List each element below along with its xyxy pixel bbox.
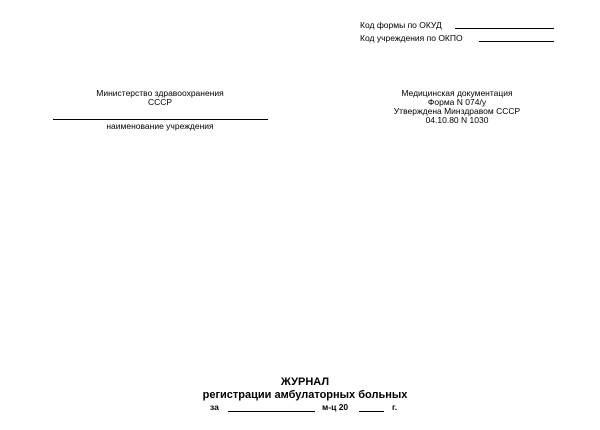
journal-subtitle: регистрации амбулаторных больных bbox=[202, 389, 408, 401]
period-year-field[interactable] bbox=[359, 411, 384, 412]
institution-caption: наименование учреждения bbox=[106, 121, 214, 131]
okud-field[interactable] bbox=[455, 28, 554, 29]
ministry-line1: Министерство здравоохранения bbox=[96, 88, 224, 98]
okud-label: Код формы по ОКУД bbox=[360, 20, 442, 30]
period-za-label: за bbox=[210, 402, 219, 412]
period-year-suffix: г. bbox=[392, 402, 398, 412]
form-doc-type: Медицинская документация bbox=[401, 88, 513, 98]
ministry-line2: СССР bbox=[147, 97, 173, 107]
form-approval-date: 04.10.80 N 1030 bbox=[425, 115, 489, 125]
form-number: Форма N 074/у bbox=[427, 97, 487, 107]
period-month-field[interactable] bbox=[228, 411, 315, 412]
institution-name-field[interactable] bbox=[53, 119, 268, 120]
okpo-field[interactable] bbox=[479, 41, 554, 42]
journal-title: ЖУРНАЛ bbox=[280, 376, 330, 388]
period-month-year-label: м-ц 20 bbox=[322, 402, 349, 412]
form-approval: Утверждена Минздравом СССР bbox=[393, 106, 521, 116]
okpo-label: Код учреждения по ОКПО bbox=[360, 33, 463, 43]
